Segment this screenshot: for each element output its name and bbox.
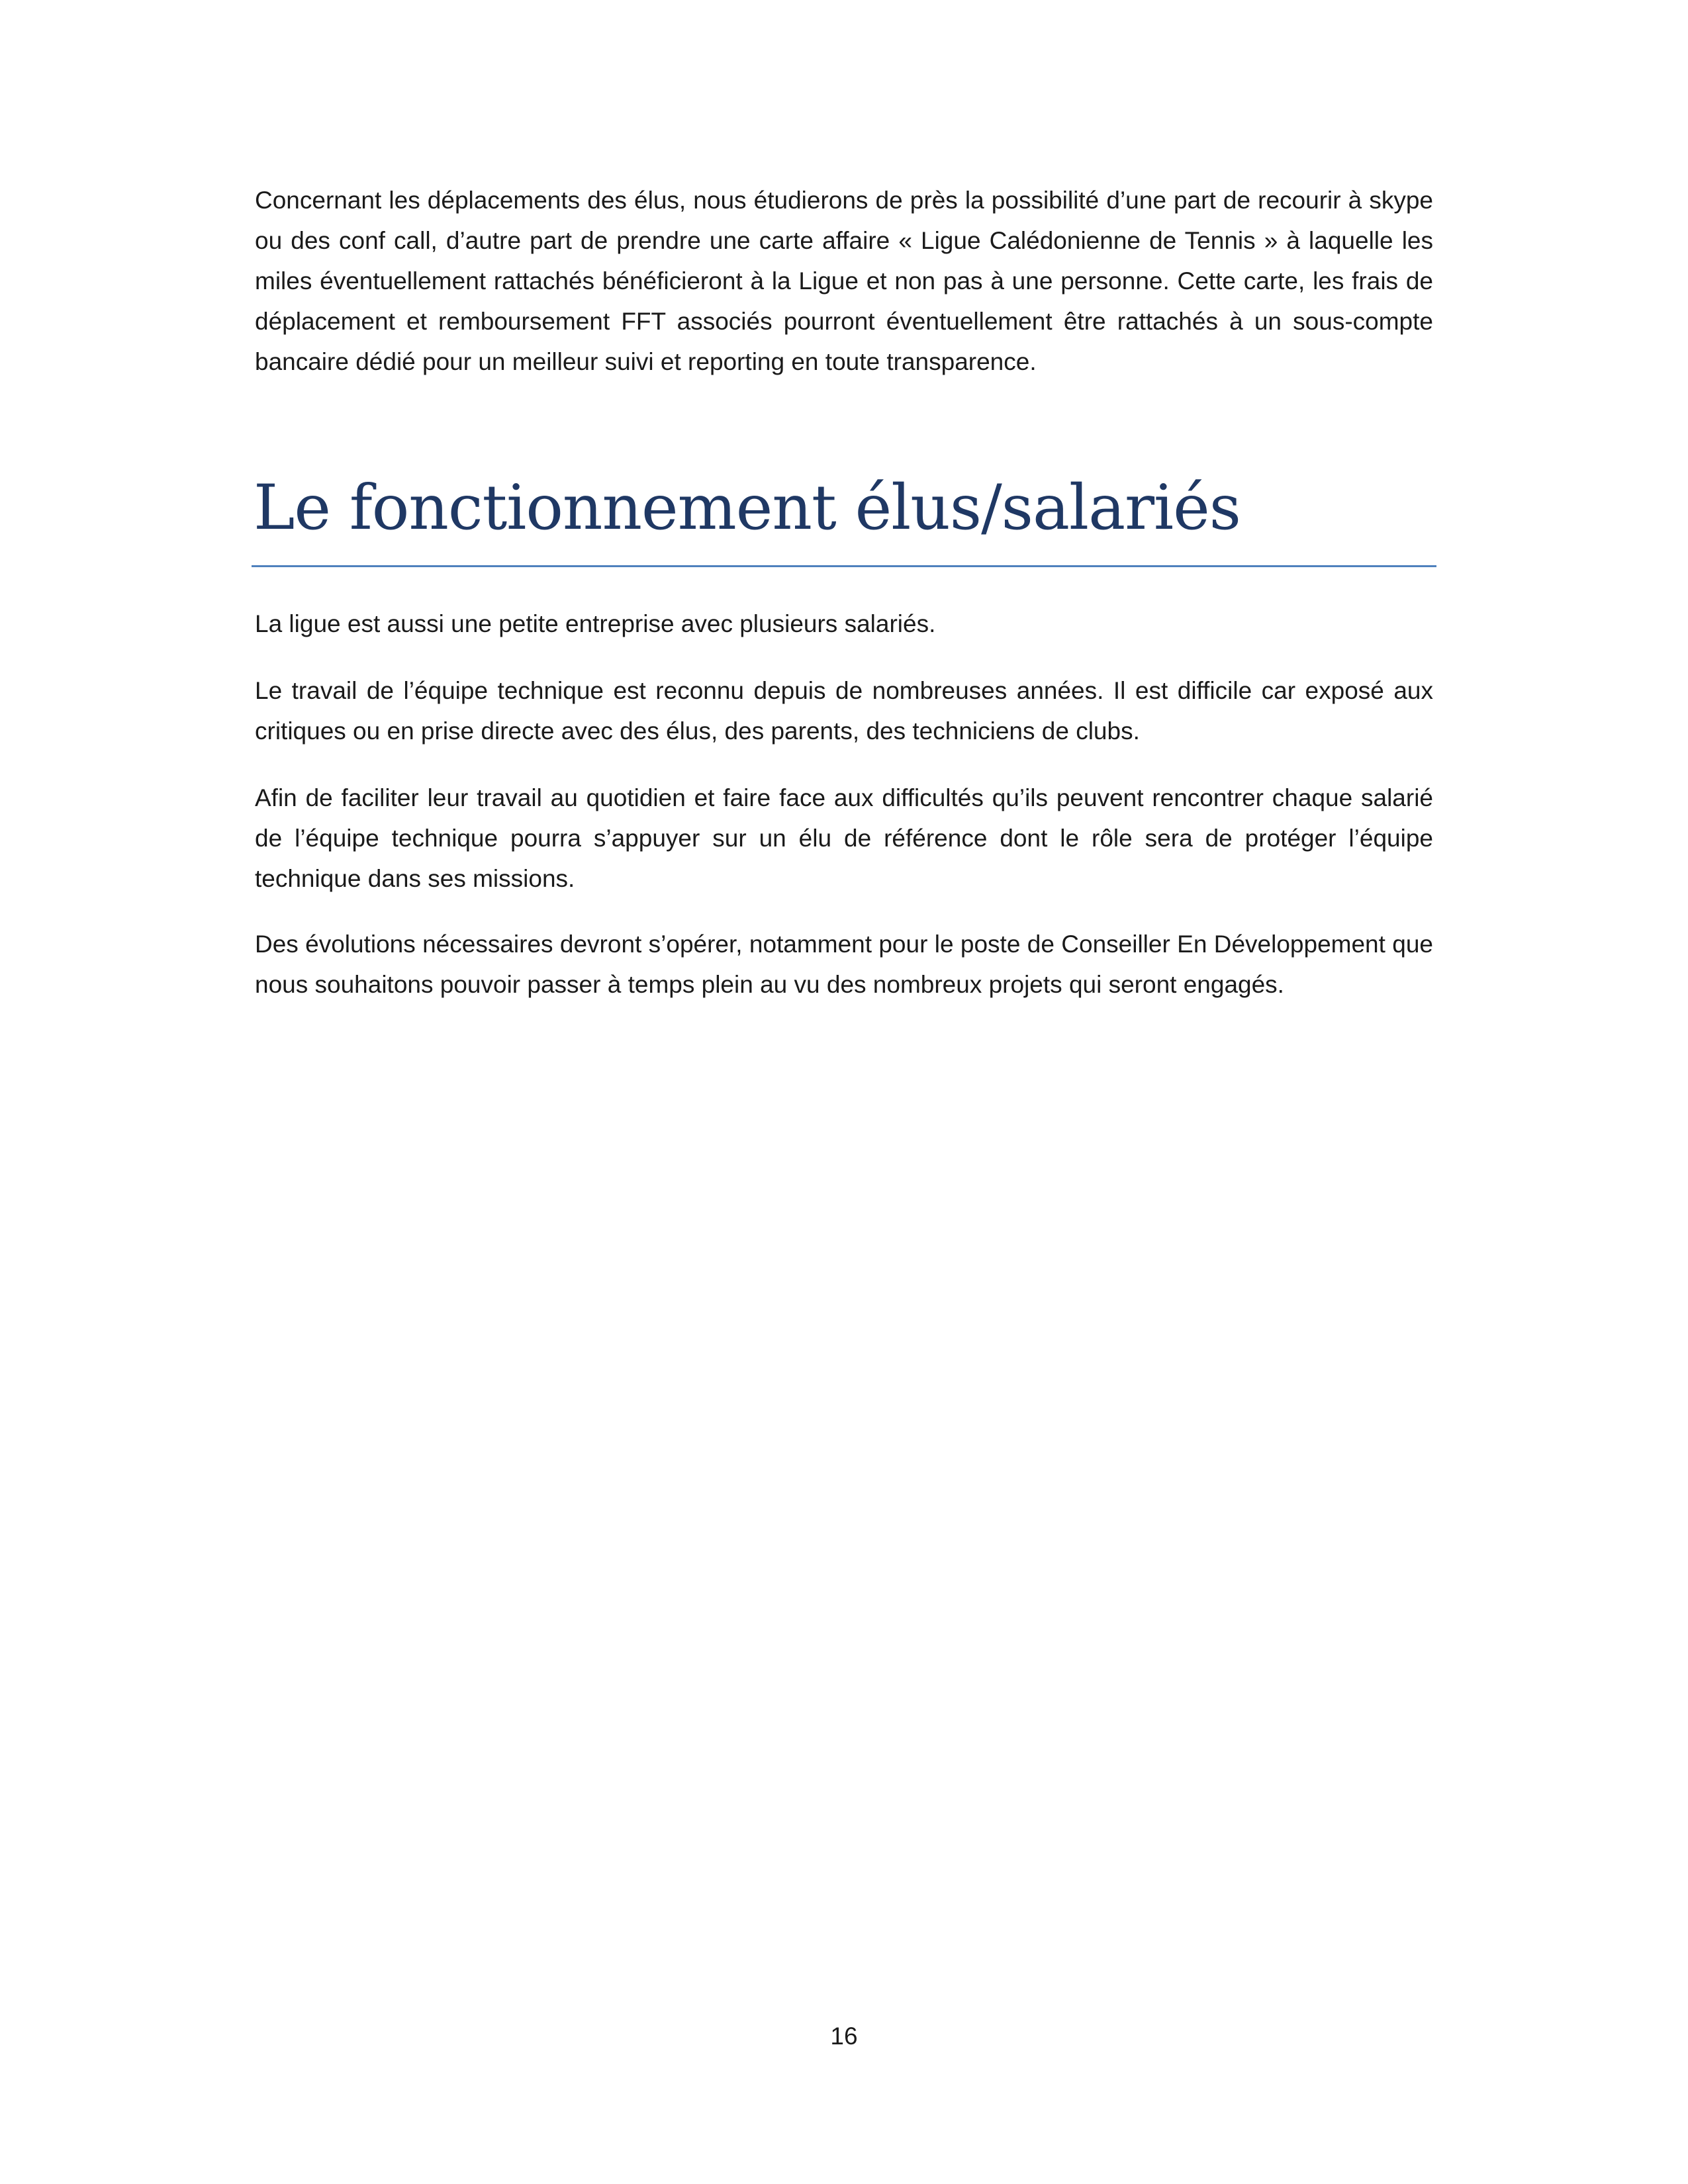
intro-paragraph: Concernant les déplacements des élus, nous étudierons de près la possibilité d’une part de recourir à skype ou des conf call, d’autre part de prendre une carte affaire « Ligue Calédonienne de Tennis » à laquelle les miles éventuellement rattachés bénéficieront à la Ligue et non pas à une personne. Cette carte, les frais de déplacement et remboursement FFT associés pourront éventuellement être rattachés à un sous-compte bancaire dédié pour un meilleur suivi et reporting en toute transparence. bbox=[255, 187, 1433, 375]
page-number: 16 bbox=[830, 2023, 858, 2050]
section-heading: Le fonctionnement élus/salariés bbox=[254, 472, 1241, 544]
body-paragraph: Afin de faciliter leur travail au quotidien et faire face aux difficultés qu’ils peuvent rencontrer chaque salarié de l’équipe technique pourra s’appuyer sur un élu de référence dont le rôle sera de protéger l’équipe technique dans ses missions. bbox=[255, 784, 1433, 892]
body-paragraph: Le travail de l’équipe technique est reconnu depuis de nombreuses années. Il est difficile car exposé aux critiques ou en prise directe avec des élus, des parents, des techniciens de clubs. bbox=[255, 677, 1433, 745]
body-paragraph: La ligue est aussi une petite entreprise avec plusieurs salariés. bbox=[255, 610, 936, 637]
body-paragraph: Des évolutions nécessaires devront s’opérer, notamment pour le poste de Conseiller En Développement que nous souhaitons pouvoir passer à temps plein au vu des nombreux projets qui seront engagés. bbox=[255, 931, 1433, 998]
heading-underline-rule bbox=[252, 565, 1436, 567]
